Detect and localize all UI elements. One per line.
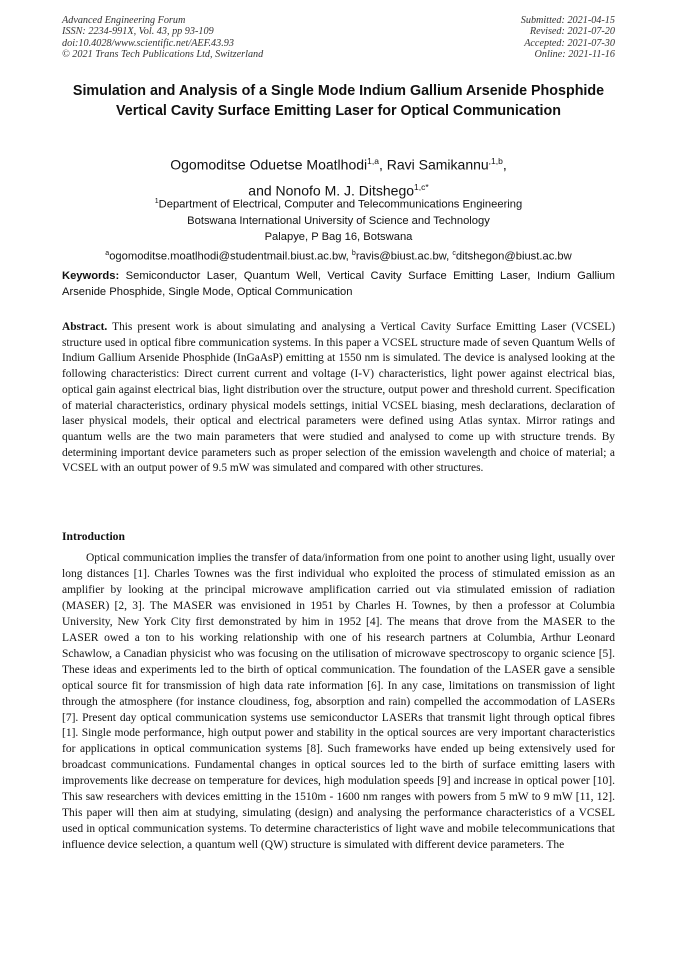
email-link[interactable]: ravis@biust.ac.bw,: [355, 250, 453, 263]
author-affiliation-mark: 1,c*: [414, 181, 429, 192]
section-heading-introduction: Introduction: [62, 530, 125, 543]
affiliation-block: [62, 194, 615, 265]
abstract-section: [62, 320, 615, 477]
author-name: and Nonofo M. J. Ditshego: [248, 182, 415, 199]
author-list: Ogomoditse Oduetse Moatlhodi$^{1,a}$, Ravi Samikannu$^{,1,b}$, and Nonofo M. J. Ditshego$^{1,c*}$: [170, 156, 507, 199]
affiliation-university: Botswana International University of Science and Technology: [187, 215, 490, 228]
email-link[interactable]: ditshegon@biust.ac.bw: [455, 250, 572, 263]
author-affiliation-mark: ,1,b: [488, 156, 503, 166]
paper-title: Simulation and Analysis of a Single Mode Indium Gallium Arsenide Phosphide Vertical Cavity Surface Emitting Laser for Optical Communication: [72, 83, 605, 119]
journal-copyright: © 2021 Trans Tech Publications Ltd, Switzerland: [62, 48, 264, 60]
author-name: Ravi Samikannu: [386, 156, 489, 173]
keywords-section: [62, 268, 615, 300]
journal-name: Advanced Engineering Forum: [62, 15, 186, 26]
introduction-paragraph: Optical communication implies the transfer of data/information from one point to another using light, usually over long distances [1]. Charles Townes was the first individual who exploited the process of stimulated emission as an amplifier by looking at the principal microwave amplification carried out via stimulated emission of radiation (MASER) [2, 3]. The MASER was envisioned in 1951 by Charles H. Townes, by then a professor at Columbia University, New York City first demonstrated by him in 1952 [4]. The means that drove from the MASER to the LASER owed a ton to his working relationship with one of his research partners at Columbia, Arthur Leonard Schawlow, a Canadian physicist who was focusing on the utilisation of microwave spectroscopy to organic science [5]. These ideas and experiments led to the birth of optical communication. The foundation of the LASER gave a sensible optical source fit for transmission of high data rate information [6]. In any case, limitations on transmission of light through the atmosphere (for instance cloudiness, fog, absorption and rain) compelled the accommodation of LASERs [7]. Present day optical communication systems use semiconductor LASERs that transmit light through optical fibres [1]. Single mode performance, high output power and stability in the optical sources are very important characteristics for applications in optical communication systems [8]. Such frameworks have ended up being extensively used for broadcast communications. Fundamental changes in optical sources led to the birth of surface emitting lasers with improvements like decrease on temperature for devices, high modulation speeds [9] and increase in optical power [10]. This saw researchers with devices emitting in the 1510m - 1600 nm ranges with powers from 5 mW to 9 mW [11, 12]. This paper will then aim at studying, simulating (design) and analysing the performance characteristics of a VCSEL used in optical communication systems. To determine characteristics of light wave and mobile telecommunications that influence device selection, a quantum well (QW) structure is simulated with different device parameters. The: [62, 552, 615, 852]
journal-info: [62, 15, 263, 60]
abstract-label: Abstract.: [62, 321, 108, 333]
date-submitted: Submitted: 2021-04-15: [520, 15, 615, 26]
abstract-text: This present work is about simulating and analysing a Vertical Cavity Surface Emitting Laser (VCSEL) structure used in optical fibre communication systems. In this paper a VCSEL structure made of seven Quantum Wells of Indium Gallium Arsenide Phosphide (InGaAsP) emitting at 1550 nm is simulated. The device is analysed looking at the following characteristics: Direct current current and voltage (I-V) characteristics, light power against electrical bias, optical gain against electrical bias, light distribution over the structure, output power and threshold current. Specification of material characteristics, ordinary physical models settings, initial VCSEL biasing, mesh declarations, declaration of laser physical models, their optical and electrical parameters were defined using Atlas syntax. Mirror ratings and quantum wells are the two main parameters that were studied and analysed to come up with structure trends. By determining important device parameters such as proper selection of the emission wavelength and choice of material; a VCSEL with an output power of 9.5 mW was simulated and compared with other structures.: [62, 321, 615, 475]
author-emails: [62, 246, 615, 265]
journal-doi[interactable]: doi:10.4028/www.scientific.net/AEF.43.93: [62, 37, 234, 49]
email-mark: a: [105, 249, 110, 257]
journal-issn: ISSN: 2234-991X, Vol. 43, pp 93-109: [62, 26, 214, 38]
keywords-text: Semiconductor Laser, Quantum Well, Vertical Cavity Surface Emitting Laser, Indium Gallium Arsenide Phosphide, Single Mode, Optical Communication: [62, 270, 615, 298]
affiliation-department: Department of Electrical, Computer and Telecommunications Engineering: [158, 198, 523, 211]
email-mark: c: [452, 249, 456, 257]
author-name: Ogomoditse Oduetse Moatlhodi: [170, 156, 368, 173]
email-link[interactable]: ogomoditse.moatlhodi@studentmail.biust.ac.bw,: [109, 250, 352, 263]
date-revised: Revised: 2021-07-20: [529, 26, 615, 38]
publication-dates: [521, 15, 615, 60]
email-mark: b: [351, 249, 356, 257]
keywords-label: Keywords:: [62, 270, 120, 282]
affiliation-address: Palapye, P Bag 16, Botswana: [264, 231, 413, 244]
date-online: Online: 2021-11-16: [534, 48, 615, 60]
affiliation-mark: 1: [154, 198, 159, 205]
author-affiliation-mark: 1,a: [367, 156, 379, 166]
date-accepted: Accepted: 2021-07-30: [524, 37, 615, 49]
